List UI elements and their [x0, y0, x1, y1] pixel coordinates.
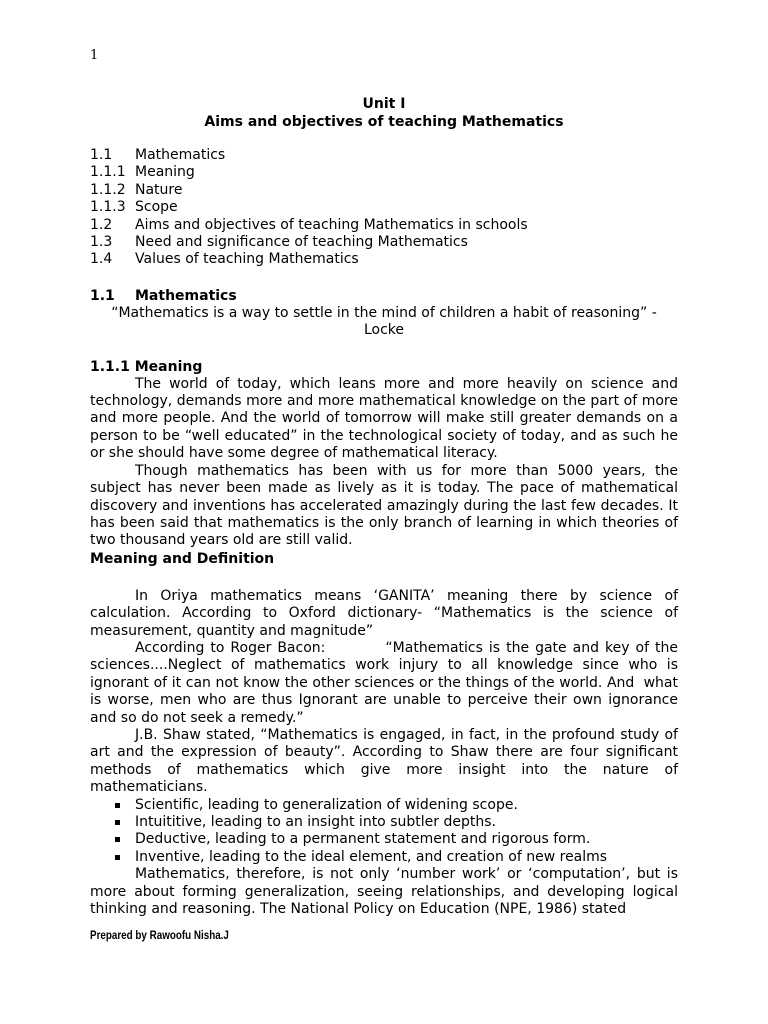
toc-item: [90, 251, 678, 268]
paragraph: In Oriya mathematics means ‘GANITA’ meaning there by science of calculation. According to Oxford dictionary- “Mathematics is the science of measurement, quantity and magnitude”: [90, 587, 678, 639]
toc-number: 1.1: [90, 147, 113, 163]
quote-author: Locke: [363, 322, 405, 339]
list-item-text: Deductive, leading to a permanent statement and rigorous form.: [135, 831, 591, 848]
toc-text: Aims and objectives of teaching Mathematics in schools: [135, 216, 528, 233]
toc-text: Meaning: [135, 164, 195, 181]
toc-number: 1.1.1: [90, 164, 126, 181]
toc-item: [90, 234, 678, 251]
toc-text: Values of teaching Mathematics: [135, 251, 359, 268]
toc-item: [90, 217, 678, 234]
unit-label: Unit I: [362, 96, 406, 112]
paragraph: Mathematics, therefore, is not only ‘number work’ or ‘computation’, but is more about forming generalization, seeing relationships, and developing logical thinking and reasoning. The National Policy on Education (NPE, 1986) stated: [90, 866, 678, 918]
section-number: 1.1: [90, 287, 115, 304]
toc-text: Need and significance of teaching Mathematics: [135, 234, 468, 251]
list-item: [90, 797, 678, 814]
list-item-text: Scientific, leading to generalization of widening scope.: [135, 796, 518, 813]
section-heading-meaning: 1.1.1 Meaning: [90, 358, 203, 375]
toc-text: Mathematics: [135, 147, 226, 163]
toc-item: [90, 147, 678, 164]
table-of-contents: [90, 147, 678, 269]
paragraph: According to Roger Bacon: “Mathematics is the gate and key of the sciences....Neglect of mathematics work injury to all knowledge since who is ignorant of it can not know the other sciences or the things of the world. And what is worse, men who are thus Ignorant are unable to perceive their own ignorance and so do not seek a remedy.”: [90, 639, 683, 726]
footer-credit: Prepared by Rawoofu Nisha.J: [90, 928, 229, 942]
section-heading-1-1: [90, 287, 678, 305]
toc-number: 1.3: [90, 234, 113, 251]
methods-list: [90, 797, 678, 867]
toc-item: [90, 182, 678, 199]
list-item: [90, 831, 678, 848]
list-item: [90, 849, 678, 866]
toc-text: Scope: [135, 199, 178, 216]
toc-item: [90, 199, 678, 216]
page-number: 1: [90, 48, 99, 63]
list-item: [90, 814, 678, 831]
paragraph: Though mathematics has been with us for more than 5000 years, the subject has never been made as lively as it is today. The pace of mathematical discovery and inventions has accelerated amazingly during the last few decades. It has been said that mathematics is the only branch of learning in which theories of two thousand years old are still valid.: [90, 462, 678, 549]
toc-number: 1.4: [90, 251, 113, 268]
paragraph: J.B. Shaw stated, “Mathematics is engaged, in fact, in the profound study of art and the expression of beauty”. According to Shaw there are four significant methods of mathematics which give more insight into the nature of mathematicians.: [90, 726, 678, 796]
locke-quote: “Mathematics is a way to settle in the mind of children a habit of reasoning” -: [111, 304, 657, 321]
toc-item: [90, 164, 678, 181]
document-body: [90, 95, 683, 918]
list-item-text: Intuititive, leading to an insight into subtler depths.: [135, 814, 496, 830]
toc-number: 1.2: [90, 216, 113, 233]
toc-text: Nature: [135, 181, 183, 198]
paragraph: The world of today, which leans more and more heavily on science and technology, demands more and more mathematical knowledge on the part of more and more people. And the world of tomorrow will make still greater demands on a person to be “well educated” in the technological society of today, and as such he or she should have some degree of mathematical literacy.: [90, 375, 678, 462]
section-title: Mathematics: [135, 287, 237, 304]
list-item-text: Inventive, leading to the ideal element, and creation of new realms: [135, 848, 608, 865]
toc-number: 1.1.2: [90, 181, 126, 198]
section-heading-meaning-definition: Meaning and Definition: [90, 550, 275, 567]
toc-number: 1.1.3: [90, 199, 126, 216]
unit-title: Aims and objectives of teaching Mathematics: [204, 114, 564, 130]
